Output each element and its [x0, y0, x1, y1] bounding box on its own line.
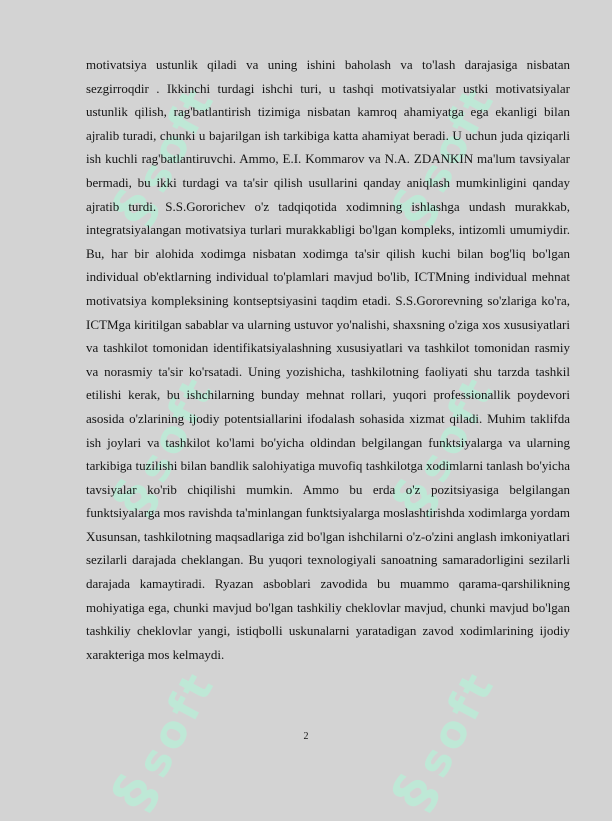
body-paragraph: motivatsiya ustunlik qiladi va uning ishini baholash va to'lash darajasiga nisbatan sezgirroqdir . Ikkinchi turdagi ishchi turi, u tashqi motivatsiyalar ustki motivatsiyalar ustunlik qilish, rag'batlantirish tizimiga nisbatan kamroq ahamiyatga ega ekanligi bilan ajralib turadi, chunki u bajarilgan ish tarkibiga katta ahamiyat beradi. U uchun juda qiziqarli ish kuchli rag'batlantiruvchi. Ammo, E.I. Kommarov va N.A. ZDANKIN ma'lum tavsiyalar bermadi, bu ikki turdagi va ta'sir qilish usullarini qanday aniqlash mumkinligini qanday ajratib turdi. S.S.Gororichev o'z tadqiqotida xodimning ishlashga undash murakkab, integratsiyalangan motivatsiya turlari murakkabligi bo'lgan kompleks, intizomli umumiydir. Bu, har bir alohida xodimga nisbatan xodimga ta'sir qilish kuchi bilan bog'liq bo'lgan individual ob'ektlarning individual to'plamlari mavjud bo'lib, ICTMning individual mehnat motivatsiya kompleksining kontseptsiyasini taqdim etadi. S.S.Gororevning so'zlariga ko'ra, ICTMga kiritilgan sabablar va ularning ustuvor yo'nalishi, shaxsning o'ziga xos xususiyatlari va tashkilot tomonidan identifikatsiyalashning xususiyatlari va tashkilot tomonidan rasmiy va norasmiy ta'sir ko'rsatadi. Uning yozishicha, tashkilotning faoliyati shu tarzda tashkil etilishi kerak, bu ishchilarning bunday mehnat rollari, yuqori professionallik poydevori asosida o'zlarining ijodiy potentsiallarini ifodalash sohasida xizmat qiladi. Muhim taklifda ish joylari va tashkilot ko'lami bo'yicha oldindan belgilangan funktsiyalarga va ularning tarkibiga tuzilishi bilan bandlik salohiyatiga muvofiq tashkilotga xodimlarni tanlash bo'yicha tavsiyalar ko'rib chiqilishi mumkin. Ammo bu erda o'z pozitsiyasiga belgilangan funktsiyalarga mos ravishda ta'minlangan funktsiyalarga moslashtirishda xodimlarga yordam Xusunsan, tashkilotning maqsadlariga zid bo'lgan ishchilarni o'z-o'zini anglash imkoniyatlari sezilarli darajada cheklangan. Bu yuqori texnologiyali sanoatning samaradorligini sezilarli darajada kamaytiradi. Ryazan asboblari zavodida bu muammo qarama-qarshilikning mohiyatiga ega, chunki mavjud bo'lgan tashkiliy cheklovlar mavjud, chunki mavjud bo'lgan tashkiliy cheklovlar yangi, istiqbolli uskunalarni yaratadigan zavod xodimlarining ijodiy xarakteriga mos kelmaydi. — [86, 57, 570, 662]
watermark-logo: §soft — [380, 77, 506, 236]
watermark-logo: §soft — [100, 77, 226, 236]
watermark-logo: §soft — [100, 367, 226, 526]
watermark-logo: §soft — [380, 662, 506, 821]
watermark-logo: §soft — [100, 662, 226, 821]
watermark-logo: §soft — [380, 367, 506, 526]
page-number: 2 — [303, 731, 309, 742]
